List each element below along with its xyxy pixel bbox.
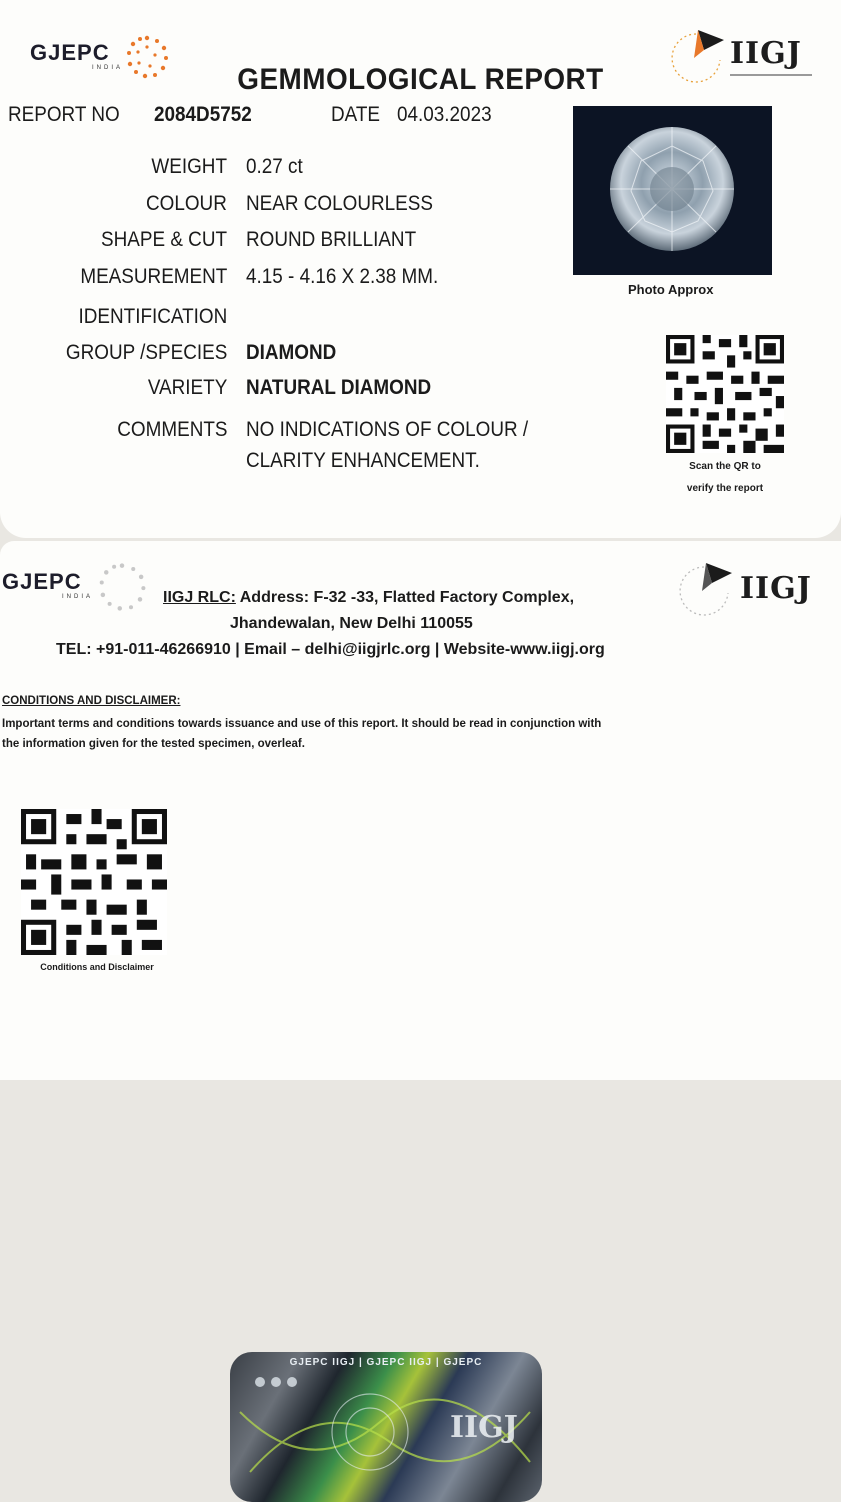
back-gjepc-logo-sub: INDIA [62,594,94,600]
group-species-label: GROUP /SPECIES [65,341,227,364]
conditions-line2: the information given for the tested specimen, overleaf. [2,738,305,750]
qr-caption-line2: verify the report [686,483,764,494]
conditions-qr-code[interactable] [21,809,167,955]
hologram-text: GJEPC IIGJ | GJEPC IIGJ | GJEPC [289,1357,483,1368]
hologram-logo: IIGJ [450,1410,518,1445]
back-gjepc-logo-text: GJEPC [2,569,82,594]
conditions-qr-caption: Conditions and Disclaimer [40,962,154,972]
report-no-value: 2084D5752 [154,103,252,126]
gjepc-logo-text: GJEPC [30,40,110,65]
security-hologram [230,1352,542,1502]
report-no-label: REPORT NO [8,103,120,126]
identification-label: IDENTIFICATION [78,305,227,328]
weight-label: WEIGHT [151,155,227,178]
colour-value: NEAR COLOURLESS [246,192,433,215]
comments-value-line2: CLARITY ENHANCEMENT. [246,449,480,472]
report-front-card [0,0,841,538]
conditions-line1: Important terms and conditions towards issuance and use of this report. It should be read in conjunction with [2,718,602,730]
diamond-image [573,106,772,275]
contact-line: TEL: +91-011-46266910 | Email – delhi@iigjrlc.org | Website-www.iigj.org [56,641,605,658]
address-line2: Jhandewalan, New Delhi 110055 [230,615,473,632]
verify-qr-code[interactable] [666,335,784,453]
weight-value: 0.27 ct [246,155,303,178]
conditions-heading: CONDITIONS AND DISCLAIMER: [2,695,181,707]
date-label: DATE [331,103,381,126]
colour-label: COLOUR [146,192,227,215]
gjepc-logo-sub: INDIA [92,65,124,71]
qr-caption-line1: Scan the QR to [689,461,761,472]
back-gjepc-sunburst-icon [95,560,149,614]
back-iigj-compass-icon [676,561,734,617]
photo-caption: Photo Approx [628,282,714,297]
comments-value-line1: NO INDICATIONS OF COLOUR / [246,418,529,441]
measurement-value: 4.15 - 4.16 X 2.38 MM. [246,265,439,288]
measurement-label: MEASUREMENT [79,265,227,288]
comments-label: COMMENTS [116,418,227,441]
iigj-logo-text: IIGJ [730,36,802,71]
address-line1-text: Address: F-32 -33, Flatted Factory Complex, [235,589,575,606]
address-line1 [163,589,574,607]
back-gjepc-logo [2,569,94,600]
variety-value: NATURAL DIAMOND [246,376,432,399]
back-iigj-logo-text: IIGJ [740,571,812,606]
group-species-value: DIAMOND [246,341,337,364]
gem-photo [573,106,772,275]
report-title: GEMMOLOGICAL REPORT [237,63,604,96]
report-back-card [0,541,841,1445]
variety-label: VARIETY [147,376,227,399]
shape-cut-value: ROUND BRILLIANT [246,228,417,251]
date-value: 04.03.2023 [397,103,492,126]
shape-cut-label: SHAPE & CUT [100,228,227,251]
address-label: IIGJ RLC: [163,589,236,606]
